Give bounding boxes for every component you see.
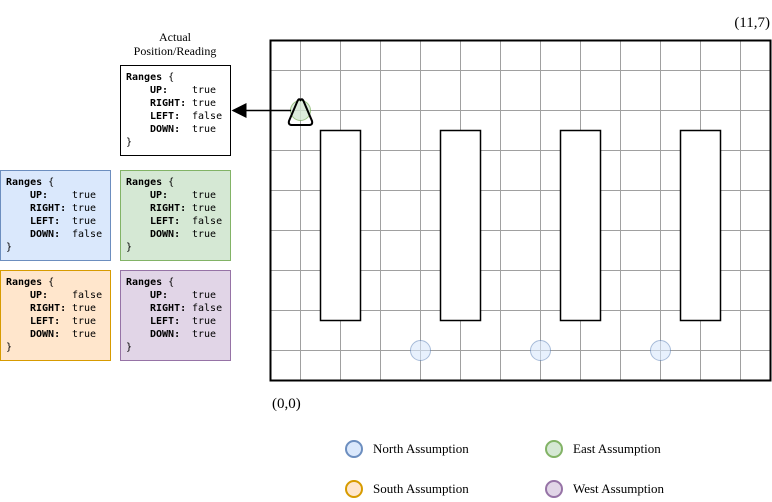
range-key: RIGHT: — [30, 203, 67, 214]
brace-close: } — [126, 342, 133, 353]
range-value: true — [192, 85, 217, 96]
legend-label: North Assumption — [373, 441, 469, 456]
brace-close: } — [6, 242, 13, 253]
range-value: false — [192, 216, 223, 227]
brace-open: { — [168, 277, 175, 288]
west-legend-icon — [545, 480, 563, 498]
range-value: true — [192, 329, 217, 340]
range-key: LEFT: — [30, 316, 61, 327]
range-key: LEFT: — [30, 216, 61, 227]
range-value: true — [72, 303, 97, 314]
range-key: LEFT: — [150, 316, 181, 327]
range-value: true — [192, 124, 217, 135]
brace-close: } — [6, 342, 13, 353]
north-assumption-marker — [531, 341, 551, 361]
ranges-title: Ranges — [6, 277, 43, 288]
range-key: DOWN: — [150, 329, 181, 340]
legend-east — [545, 440, 661, 458]
brace-open: { — [168, 177, 175, 188]
range-value: true — [192, 316, 217, 327]
east-legend-icon — [545, 440, 563, 458]
range-value: true — [72, 190, 97, 201]
coord-bottom-left: (0,0) — [272, 396, 301, 412]
south-legend-icon — [345, 480, 363, 498]
obstacle-pillar — [441, 131, 481, 321]
range-key: DOWN: — [150, 229, 181, 240]
ranges-title: Ranges — [126, 72, 163, 83]
range-value: true — [192, 229, 217, 240]
brace-open: { — [168, 72, 175, 83]
range-value: true — [72, 329, 97, 340]
range-key: UP: — [150, 190, 169, 201]
ranges-title: Ranges — [126, 177, 163, 188]
range-key: DOWN: — [150, 124, 181, 135]
coord-top-right: (11,7) — [734, 15, 770, 31]
range-value: true — [192, 190, 217, 201]
range-key: DOWN: — [30, 229, 61, 240]
range-value: false — [192, 303, 223, 314]
obstacle-pillar — [321, 131, 361, 321]
obstacle-pillar — [561, 131, 601, 321]
range-value: true — [192, 98, 217, 109]
legend-label: West Assumption — [573, 481, 665, 496]
brace-open: { — [48, 277, 55, 288]
north-assumption-marker — [411, 341, 431, 361]
brace-close: } — [126, 242, 133, 253]
range-key: UP: — [30, 190, 49, 201]
range-key: LEFT: — [150, 216, 181, 227]
range-key: UP: — [150, 290, 169, 301]
ranges-title: Ranges — [6, 177, 43, 188]
caption-line-2: Position/Reading — [133, 44, 217, 58]
range-value: false — [72, 229, 103, 240]
range-key: DOWN: — [30, 329, 61, 340]
range-value: true — [192, 290, 217, 301]
range-key: LEFT: — [150, 111, 181, 122]
range-key: RIGHT: — [150, 203, 187, 214]
brace-open: { — [48, 177, 55, 188]
legend-label: East Assumption — [573, 441, 661, 456]
obstacle-pillar — [681, 131, 721, 321]
north-legend-icon — [345, 440, 363, 458]
legend-west — [545, 480, 664, 498]
range-value: false — [72, 290, 103, 301]
range-key: RIGHT: — [150, 303, 187, 314]
brace-close: } — [126, 137, 133, 148]
legend-south — [345, 480, 469, 498]
range-key: UP: — [30, 290, 49, 301]
range-key: RIGHT: — [150, 98, 187, 109]
range-value: false — [192, 111, 223, 122]
range-value: true — [72, 316, 97, 327]
range-value: true — [72, 203, 97, 214]
range-key: RIGHT: — [30, 303, 67, 314]
range-value: true — [72, 216, 97, 227]
legend-label: South Assumption — [373, 481, 469, 496]
caption-line-1: Actual — [159, 30, 191, 44]
range-key: UP: — [150, 85, 169, 96]
ranges-title: Ranges — [126, 277, 163, 288]
range-value: true — [192, 203, 217, 214]
legend-north — [345, 440, 469, 458]
north-assumption-marker — [651, 341, 671, 361]
